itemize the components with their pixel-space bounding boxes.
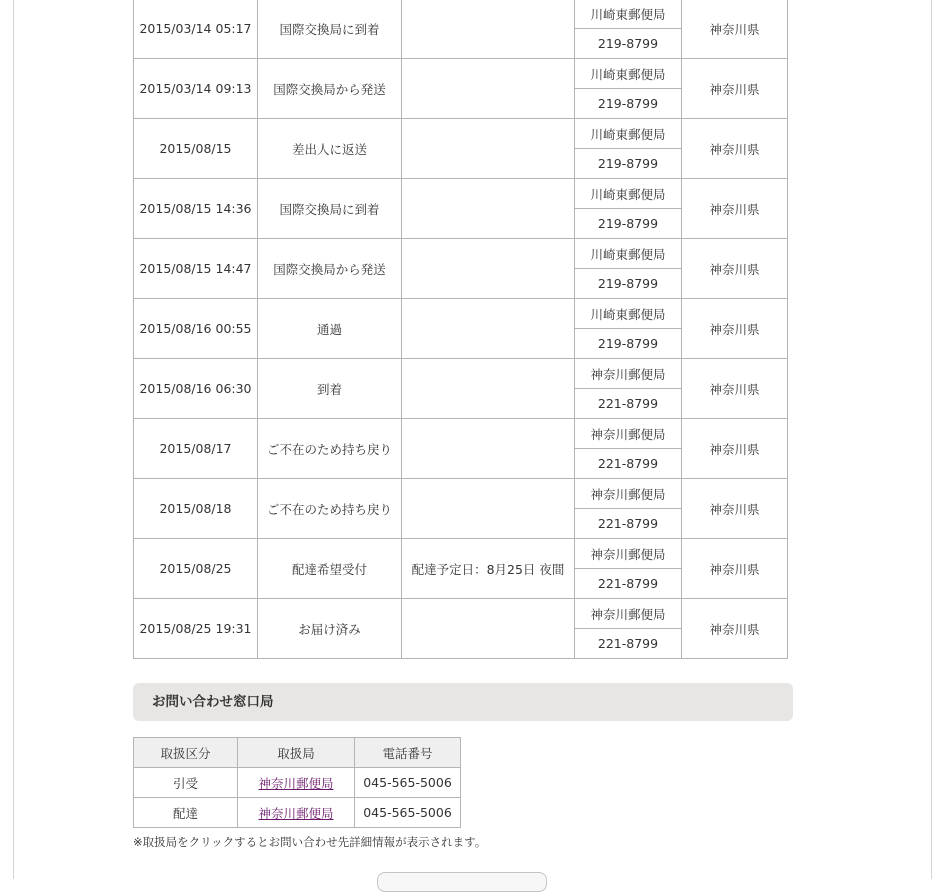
tracking-date: 2015/08/15 14:36 — [134, 179, 258, 239]
tracking-date: 2015/03/14 09:13 — [134, 59, 258, 119]
contact-row — [134, 798, 461, 828]
contact-row — [134, 768, 461, 798]
tracking-detail — [402, 119, 575, 179]
tracking-detail — [402, 419, 575, 479]
tracking-prefecture: 神奈川県 — [682, 359, 788, 419]
contact-note: ※取扱局をクリックするとお問い合わせ先詳細情報が表示されます。 — [133, 835, 487, 849]
tracking-postal-code: 219-8799 — [575, 329, 682, 359]
tracking-postal-code: 221-8799 — [575, 509, 682, 539]
tracking-status: 通過 — [258, 299, 402, 359]
tracking-prefecture: 神奈川県 — [682, 539, 788, 599]
tracking-row — [134, 599, 788, 629]
contact-phone: 045-565-5006 — [355, 768, 461, 798]
content-frame-right-border — [931, 0, 932, 879]
tracking-office: 神奈川郵便局 — [575, 599, 682, 629]
tracking-detail — [402, 0, 575, 59]
tracking-prefecture: 神奈川県 — [682, 179, 788, 239]
tracking-prefecture: 神奈川県 — [682, 59, 788, 119]
tracking-date: 2015/08/25 19:31 — [134, 599, 258, 659]
tracking-detail — [402, 299, 575, 359]
tracking-postal-code: 221-8799 — [575, 569, 682, 599]
tracking-row — [134, 419, 788, 449]
content-frame-left-border — [13, 0, 14, 879]
tracking-date: 2015/08/18 — [134, 479, 258, 539]
tracking-status: 差出人に返送 — [258, 119, 402, 179]
tracking-date: 2015/08/25 — [134, 539, 258, 599]
tracking-row — [134, 179, 788, 209]
tracking-status: ご不在のため持ち戻り — [258, 479, 402, 539]
contact-header-row — [134, 738, 461, 768]
tracking-prefecture: 神奈川県 — [682, 119, 788, 179]
tracking-history-body — [134, 0, 788, 659]
tracking-row — [134, 0, 788, 29]
tracking-status: 配達希望受付 — [258, 539, 402, 599]
tracking-prefecture: 神奈川県 — [682, 419, 788, 479]
tracking-office: 川崎東郵便局 — [575, 0, 682, 29]
contact-offices-table — [133, 737, 461, 828]
tracking-postal-code: 219-8799 — [575, 209, 682, 239]
contact-office-cell — [238, 768, 355, 798]
tracking-status: お届け済み — [258, 599, 402, 659]
tracking-detail — [402, 599, 575, 659]
tracking-postal-code: 219-8799 — [575, 269, 682, 299]
tracking-office: 川崎東郵便局 — [575, 119, 682, 149]
tracking-row — [134, 479, 788, 509]
contact-type: 引受 — [134, 768, 238, 798]
contact-phone: 045-565-5006 — [355, 798, 461, 828]
contact-header-type: 取扱区分 — [134, 738, 238, 768]
tracking-status: 国際交換局に到着 — [258, 0, 402, 59]
tracking-status: 国際交換局から発送 — [258, 239, 402, 299]
tracking-status: 国際交換局から発送 — [258, 59, 402, 119]
tracking-postal-code: 219-8799 — [575, 89, 682, 119]
tracking-status: ご不在のため持ち戻り — [258, 419, 402, 479]
tracking-office: 川崎東郵便局 — [575, 59, 682, 89]
tracking-detail — [402, 59, 575, 119]
tracking-date: 2015/08/17 — [134, 419, 258, 479]
tracking-postal-code: 221-8799 — [575, 629, 682, 659]
tracking-detail — [402, 239, 575, 299]
tracking-postal-code: 219-8799 — [575, 29, 682, 59]
tracking-row — [134, 239, 788, 269]
tracking-row — [134, 359, 788, 389]
tracking-date: 2015/08/16 06:30 — [134, 359, 258, 419]
tracking-history-table — [133, 0, 788, 659]
tracking-office: 神奈川郵便局 — [575, 479, 682, 509]
tracking-row — [134, 119, 788, 149]
tracking-status: 国際交換局に到着 — [258, 179, 402, 239]
contact-office-link[interactable]: 神奈川郵便局 — [258, 805, 334, 821]
tracking-row — [134, 299, 788, 329]
contact-header-phone: 電話番号 — [355, 738, 461, 768]
tracking-date: 2015/03/14 05:17 — [134, 0, 258, 59]
tracking-office: 川崎東郵便局 — [575, 179, 682, 209]
tracking-postal-code: 221-8799 — [575, 449, 682, 479]
bottom-action-button[interactable] — [377, 872, 547, 892]
contact-section-heading: お問い合わせ窓口局 — [133, 683, 793, 721]
tracking-prefecture: 神奈川県 — [682, 599, 788, 659]
tracking-office: 川崎東郵便局 — [575, 299, 682, 329]
tracking-postal-code: 219-8799 — [575, 149, 682, 179]
tracking-prefecture: 神奈川県 — [682, 239, 788, 299]
tracking-office: 神奈川郵便局 — [575, 359, 682, 389]
tracking-detail — [402, 179, 575, 239]
tracking-row — [134, 59, 788, 89]
tracking-date: 2015/08/15 — [134, 119, 258, 179]
tracking-office: 神奈川郵便局 — [575, 419, 682, 449]
tracking-office: 神奈川郵便局 — [575, 539, 682, 569]
tracking-detail: 配達予定日：8月25日 夜間 — [402, 539, 575, 599]
tracking-detail — [402, 479, 575, 539]
tracking-prefecture: 神奈川県 — [682, 0, 788, 59]
contact-type: 配達 — [134, 798, 238, 828]
tracking-status: 到着 — [258, 359, 402, 419]
tracking-prefecture: 神奈川県 — [682, 299, 788, 359]
tracking-prefecture: 神奈川県 — [682, 479, 788, 539]
tracking-office: 川崎東郵便局 — [575, 239, 682, 269]
contact-office-link[interactable]: 神奈川郵便局 — [258, 775, 334, 791]
contact-office-cell — [238, 798, 355, 828]
tracking-detail — [402, 359, 575, 419]
tracking-row — [134, 539, 788, 569]
tracking-date: 2015/08/15 14:47 — [134, 239, 258, 299]
tracking-postal-code: 221-8799 — [575, 389, 682, 419]
tracking-date: 2015/08/16 00:55 — [134, 299, 258, 359]
contact-header-office: 取扱局 — [238, 738, 355, 768]
